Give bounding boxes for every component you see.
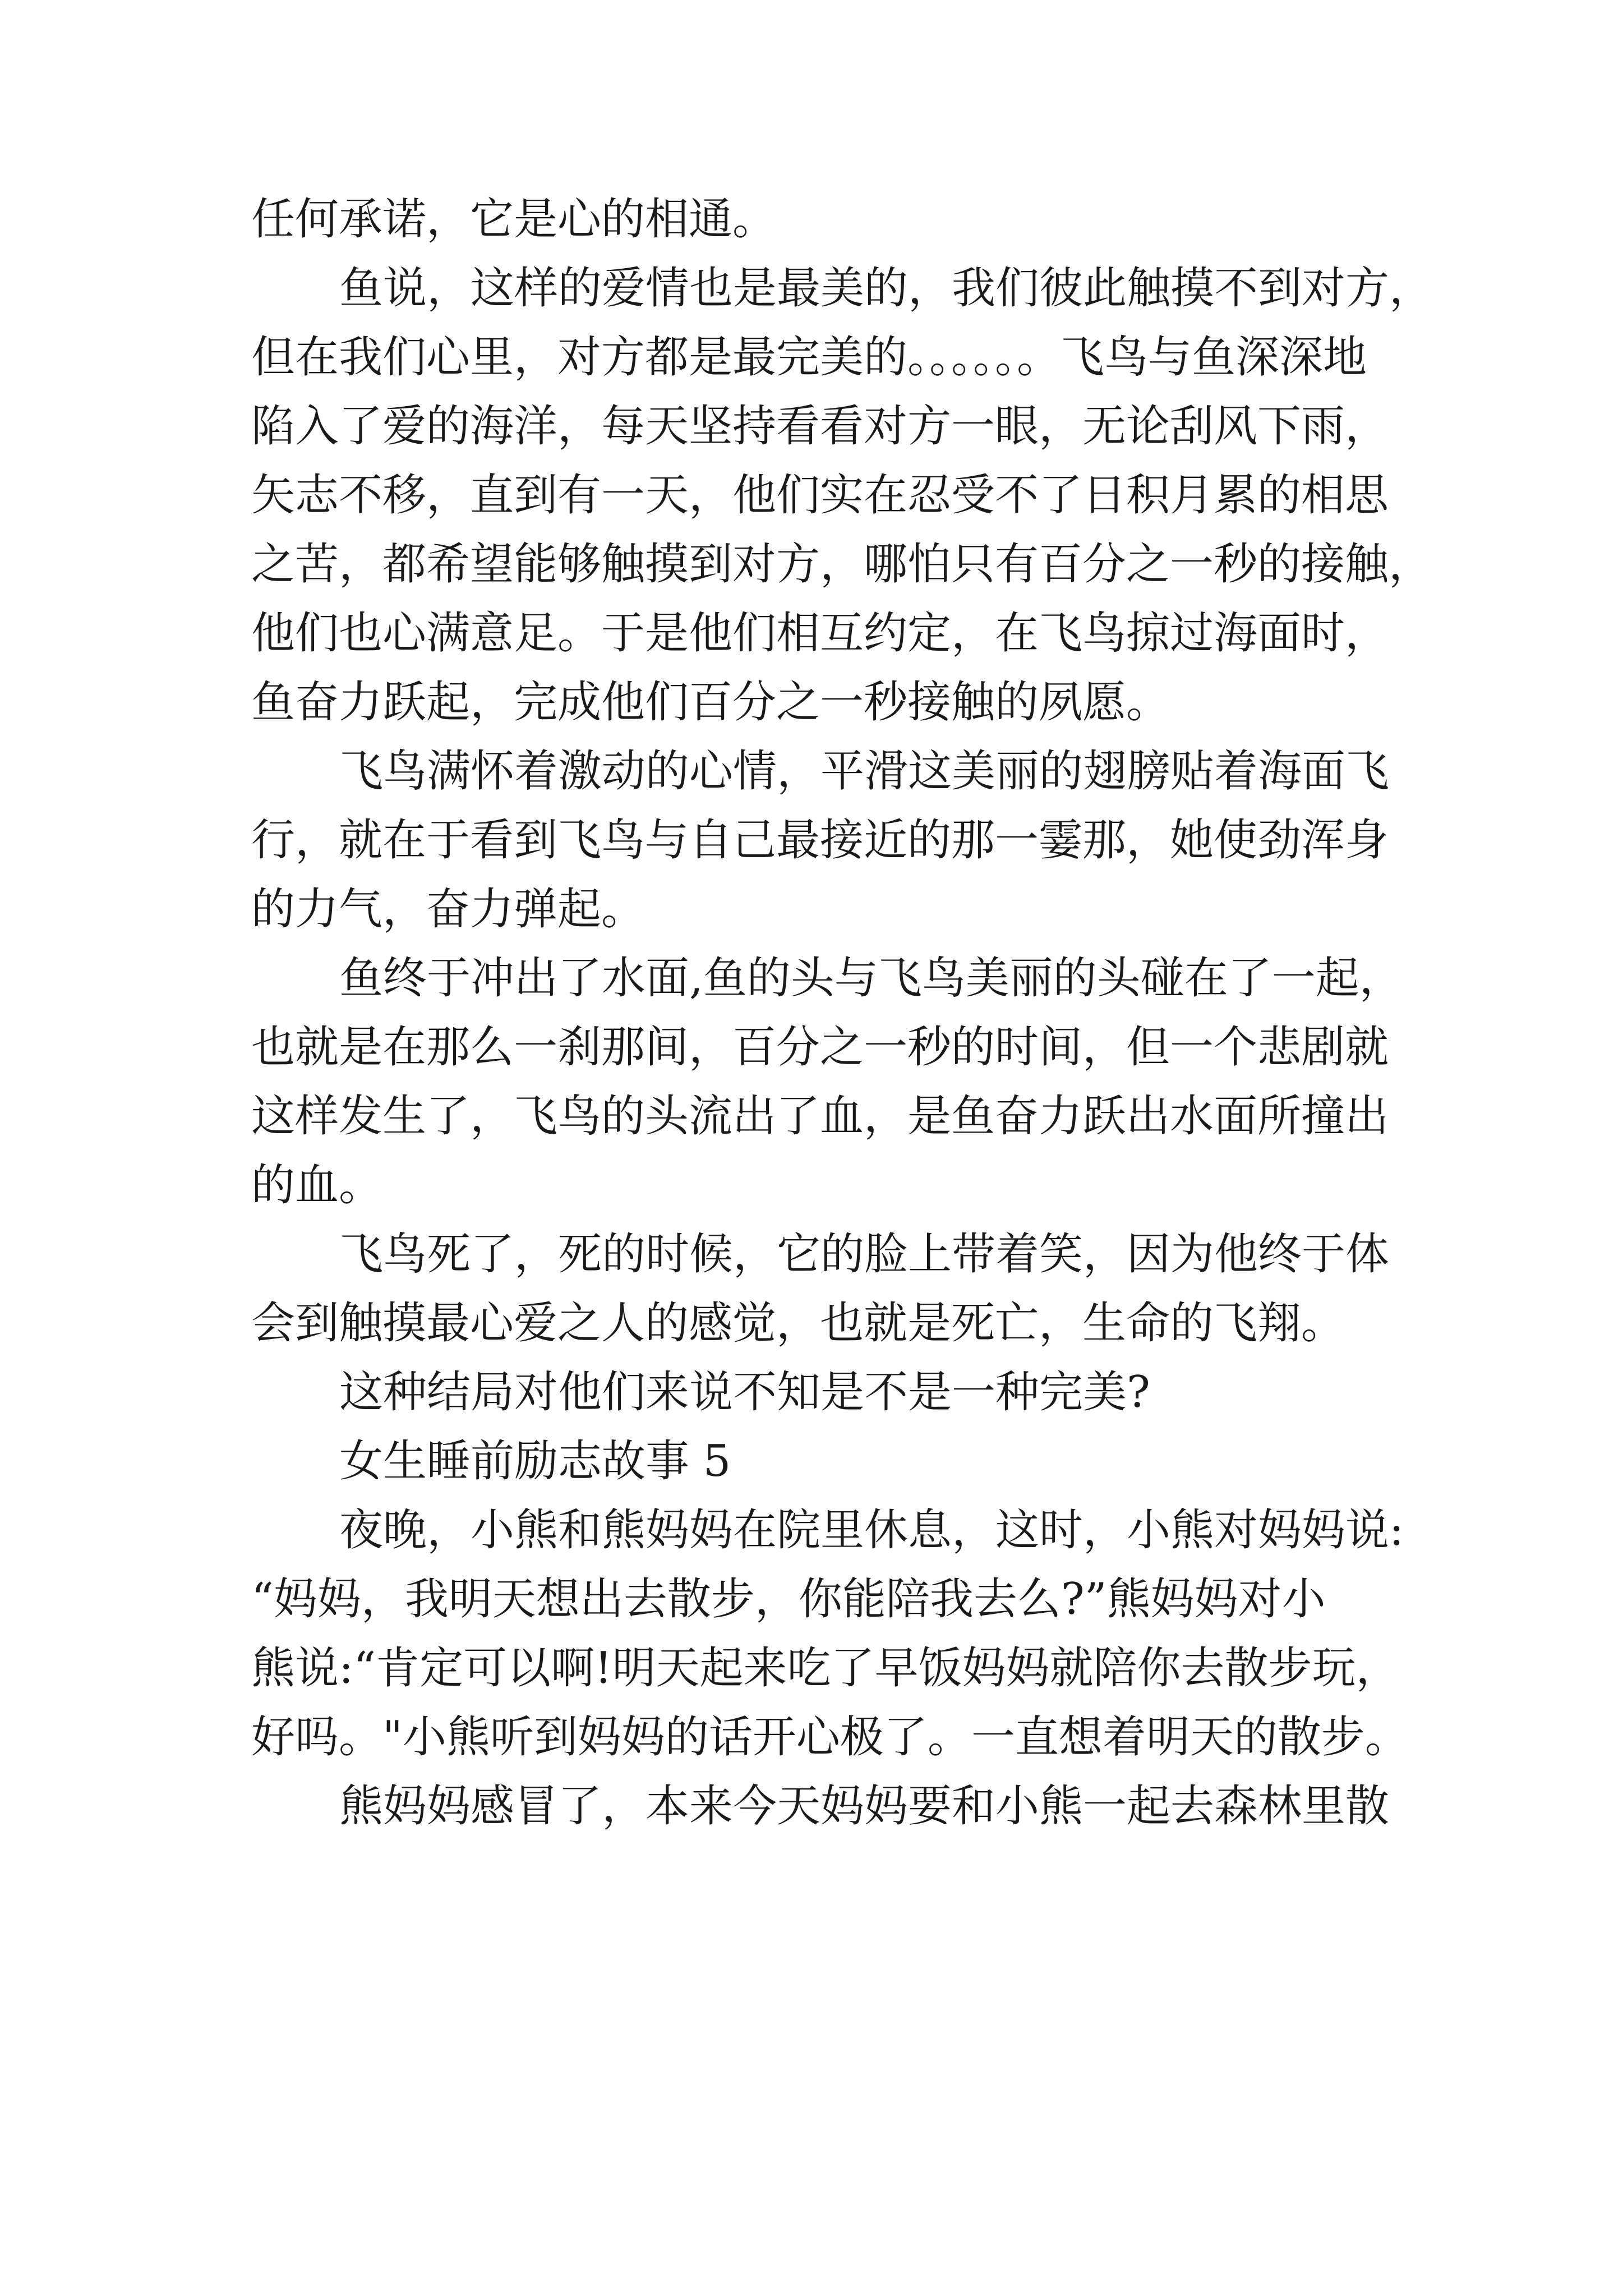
- text-line: 陷入了爱的海洋，每天坚持看看对方一眼，无论刮风下雨，: [251, 401, 1389, 452]
- text-line: 的力气，奋力弹起。: [251, 884, 645, 935]
- text-line: 熊说:“肯定可以啊!明天起来吃了早饭妈妈就陪你去散步玩，: [251, 1643, 1400, 1694]
- text-line: 但在我们心里，对方都是最完美的。。。。。。飞鸟与鱼深深地: [251, 332, 1367, 383]
- text-line: 好吗。"小熊听到妈妈的话开心极了。一直想着明天的散步。: [251, 1712, 1409, 1763]
- paragraph-first-line: 夜晚，小熊和熊妈妈在院里休息，这时，小熊对妈妈说:: [339, 1505, 1404, 1556]
- text-line: 会到触摸最心爱之人的感觉，也就是死亡，生命的飞翔。: [251, 1298, 1345, 1349]
- document-body: [251, 185, 1485, 1841]
- text-line: 鱼奋力跃起，完成他们百分之一秒接触的夙愿。: [251, 677, 1170, 728]
- text-line: 矢志不移，直到有一天，他们实在忍受不了日积月累的相思: [251, 470, 1389, 521]
- text-line: 的血。: [251, 1160, 383, 1211]
- text-line: 任何承诺，它是心的相通。: [251, 194, 777, 245]
- text-line: 这样发生了，飞鸟的头流出了血，是鱼奋力跃出水面所撞出: [251, 1091, 1389, 1142]
- paragraph-first-line: 飞鸟满怀着激动的心情，平滑这美丽的翅膀贴着海面飞: [339, 746, 1390, 797]
- text-line: 也就是在那么一刹那间，百分之一秒的时间，但一个悲剧就: [251, 1022, 1389, 1073]
- paragraph-first-line: 鱼说，这样的爱情也是最美的，我们彼此触摸不到对方，: [339, 263, 1433, 314]
- text-line: 之苦，都希望能够触摸到对方，哪怕只有百分之一秒的接触，: [251, 539, 1433, 590]
- text-line: “妈妈，我明天想出去散步，你能陪我去么?”熊妈妈对小: [251, 1574, 1326, 1625]
- paragraph-first-line: 这种结局对他们来说不知是不是一种完美?: [339, 1367, 1150, 1418]
- paragraph-first-line: 鱼终于冲出了水面,鱼的头与飞鸟美丽的头碰在了一起，: [339, 953, 1403, 1004]
- text-line: 他们也心满意足。于是他们相互约定，在飞鸟掠过海面时，: [251, 608, 1389, 659]
- section-heading: 女生睡前励志故事 5: [339, 1436, 731, 1487]
- text-line: 行，就在于看到飞鸟与自己最接近的那一霎那，她使劲浑身: [251, 815, 1389, 866]
- paragraph-first-line: 飞鸟死了，死的时候，它的脸上带着笑，因为他终于体: [339, 1229, 1390, 1280]
- paragraph-first-line: 熊妈妈感冒了，本来今天妈妈要和小熊一起去森林里散: [339, 1781, 1390, 1832]
